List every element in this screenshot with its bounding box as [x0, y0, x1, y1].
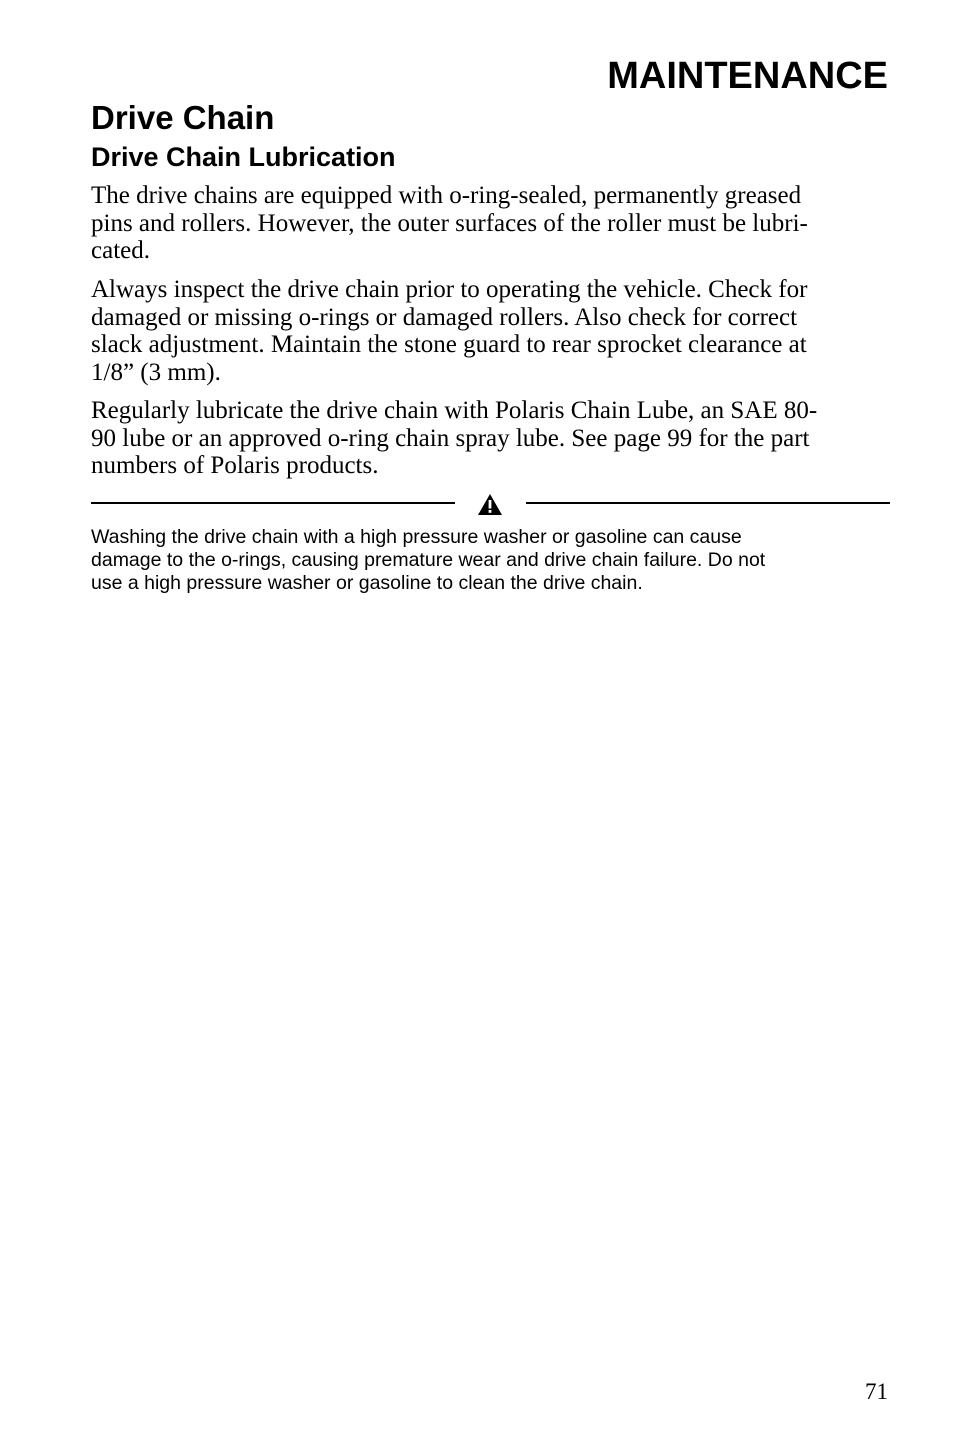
warning-text: Washing the drive chain with a high pressure washer or gasoline can cause damage to the o-rings, causing premature wear and drive chain failure. Do not use a high pressure washer or gasoline to clean the drive chain.: [91, 526, 766, 594]
page-number: 71: [865, 1379, 888, 1404]
warning-triangle-icon: [477, 493, 503, 516]
warning-divider-left: [91, 502, 455, 504]
body-paragraph: Regularly lubricate the drive chain with Polaris Chain Lube, an SAE 80- 90 lube or an approved o-ring chain spray lube. See page 99 for the part numbers of Polaris products.: [91, 397, 818, 479]
section-title: Drive Chain: [91, 99, 275, 136]
chapter-header: MAINTENANCE: [607, 55, 888, 97]
subsection-title: Drive Chain Lubrication: [91, 142, 396, 172]
body-paragraph: Always inspect the drive chain prior to operating the vehicle. Check for damaged or missing o-rings or damaged rollers. Also check for correct slack adjustment. Maintain the stone guard to rear sprocket clearance at 1/8” (3 mm).: [91, 276, 808, 386]
warning-divider-right: [526, 502, 890, 504]
body-paragraph: The drive chains are equipped with o-ring-sealed, permanently greased pins and rollers. However, the outer surfaces of the roller must be lubri- cated.: [91, 182, 808, 264]
